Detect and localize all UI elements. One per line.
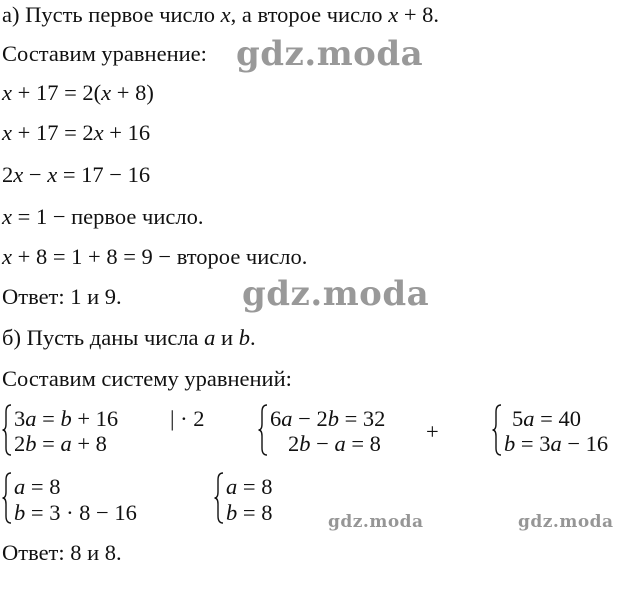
part-a-intro [2, 2, 439, 28]
system-2-row-1 [270, 406, 385, 432]
equation-1 [2, 80, 154, 106]
var-x: x [101, 80, 112, 105]
eq-text: 6 [270, 406, 282, 431]
var-b: b [327, 406, 339, 431]
answer-a: Ответ: 1 и 9. [2, 284, 122, 309]
system-1-row-1 [14, 406, 118, 432]
system-3-row-1 [512, 406, 581, 432]
eq-text: = 8 [25, 474, 61, 499]
var-a: a [25, 406, 37, 431]
system-4-row-2 [14, 500, 137, 526]
intro-text: б) Пусть даны числа [2, 325, 205, 350]
var-a: a [281, 406, 293, 431]
eq-text: − [23, 162, 48, 187]
compose-system-text: Составим систему уравнений: [2, 366, 292, 391]
brace-icon [214, 472, 224, 524]
watermark-logo: gdz.moda [242, 274, 430, 314]
var-b: b [238, 325, 250, 350]
var-b: b [14, 500, 26, 525]
intro-text: . [249, 325, 256, 350]
system-5-row-1 [226, 474, 272, 500]
eq-text: = 40 [534, 406, 581, 431]
eq-text: = [36, 431, 61, 456]
eq-text: = 8 [237, 500, 273, 525]
system-2-row-2 [288, 431, 381, 457]
var-x: x [13, 162, 24, 187]
eq-text: = 8 [345, 431, 381, 456]
eq-text: = 32 [338, 406, 386, 431]
plus-sign: + [426, 419, 439, 444]
var-a: a [14, 474, 26, 499]
part-b-intro [2, 325, 256, 351]
system-3-row-2 [504, 431, 608, 457]
eq-text: − 16 [561, 431, 609, 456]
eq-text: − [310, 431, 335, 456]
intro-text: + 8. [398, 2, 440, 27]
eq-text: 3 [14, 406, 26, 431]
brace-icon [2, 404, 12, 456]
eq-text: + 8 [71, 431, 107, 456]
equation-2 [2, 120, 150, 146]
eq-text: 2 [14, 431, 26, 456]
var-a: a [550, 431, 562, 456]
equation-5 [2, 244, 307, 270]
eq-text: 2 [288, 431, 300, 456]
system-4-row-1 [14, 474, 60, 500]
equation-3 [2, 162, 150, 188]
var-x: x [93, 120, 104, 145]
var-x: x [2, 244, 12, 269]
multiplier-label: | · 2 [170, 406, 205, 431]
system-1-row-2 [14, 431, 107, 457]
var-a: a [60, 431, 72, 456]
intro-text: а) Пусть первое число [2, 2, 221, 27]
eq-text: = 3 · 8 − 16 [25, 500, 137, 525]
eq-text: − 2 [292, 406, 328, 431]
watermark-logo: gdz.moda [328, 512, 424, 532]
var-b: b [504, 431, 516, 456]
var-a: a [334, 431, 346, 456]
brace-icon [2, 472, 12, 524]
var-b: b [25, 431, 37, 456]
var-b: b [60, 406, 72, 431]
var-x: x [220, 2, 231, 27]
var-x: x [47, 162, 58, 187]
eq-text: = 3 [515, 431, 551, 456]
brace-icon [258, 404, 268, 456]
equation-4 [2, 204, 203, 230]
eq-text: + 17 = 2( [12, 80, 102, 105]
var-a: a [226, 474, 238, 499]
intro-text: и [215, 325, 239, 350]
eq-text: + 16 [103, 120, 151, 145]
compose-equation-text: Составим уравнение: [2, 41, 207, 66]
eq-text: + 8 = 1 + 8 = 9 − второе число. [12, 244, 308, 269]
eq-text: + 8) [111, 80, 154, 105]
watermark-logo: gdz.moda [518, 512, 614, 532]
var-x: x [2, 80, 12, 105]
eq-text: + 17 = 2 [12, 120, 94, 145]
var-a: a [523, 406, 535, 431]
var-b: b [299, 431, 311, 456]
intro-text: , а второе число [230, 2, 389, 27]
var-x: x [2, 120, 12, 145]
var-a: a [204, 325, 216, 350]
system-5-row-2 [226, 500, 272, 526]
eq-text: 5 [512, 406, 524, 431]
var-x: x [388, 2, 399, 27]
eq-text: = 8 [237, 474, 273, 499]
var-b: b [226, 500, 238, 525]
eq-text: + 16 [71, 406, 119, 431]
eq-text: = 1 − первое число. [12, 204, 204, 229]
eq-text: 2 [2, 162, 14, 187]
watermark-logo: gdz.moda [236, 34, 424, 74]
answer-b: Ответ: 8 и 8. [2, 540, 122, 565]
brace-icon [492, 404, 502, 456]
eq-text: = 17 − 16 [57, 162, 151, 187]
eq-text: = [36, 406, 61, 431]
var-x: x [2, 204, 12, 229]
